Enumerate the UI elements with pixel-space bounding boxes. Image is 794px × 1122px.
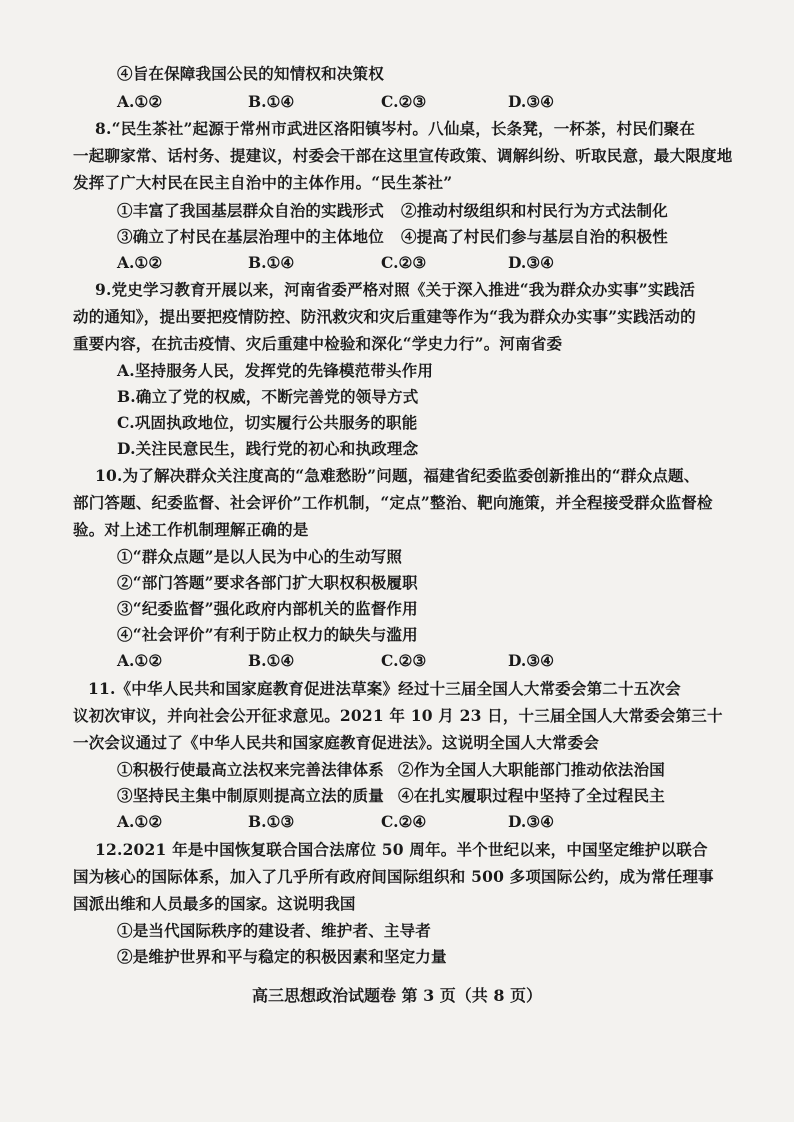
q7-item4: ④旨在保障我国公民的知情权和决策权 (117, 64, 384, 83)
q12-stem-line2: 国为核心的国际体系，加入了几乎所有政府间国际组织和 500 多项国际公约，成为常任理事 (73, 867, 714, 886)
q11-choice-c: C.②④ (381, 812, 427, 831)
page-footer: 高三思想政治试题卷 第 3 页（共 8 页） (251, 986, 543, 1005)
q11-option-1: ①积极行使最高立法权来完善法律体系 (117, 760, 384, 779)
q9-stem-line2: 动的通知》，提出要把疫情防控、防汛救灾和灾后重建等作为“我为群众办实事”实践活动的 (73, 307, 696, 326)
q8-stem-line3: 发挥了广大村民在民主自治中的主体作用。“民生茶社” (73, 173, 453, 192)
q9-option-d: D.关注民意民生，践行党的初心和执政理念 (117, 439, 419, 458)
q11-choice-d: D.③④ (508, 812, 555, 831)
q8-option-4: ④提高了村民们参与基层自治的积极性 (401, 227, 668, 246)
q10-item-4: ④“社会评价”有利于防止权力的缺失与滥用 (117, 625, 418, 644)
q12-item-2: ②是维护世界和平与稳定的积极因素和坚定力量 (117, 947, 447, 966)
q8-option-3: ③确立了村民在基层治理中的主体地位 (117, 227, 384, 246)
q8-option-2: ②推动村级组织和村民行为方式法制化 (401, 201, 668, 220)
q8-choice-b: B.①④ (248, 253, 295, 272)
q8-choice-a: A.①② (117, 253, 163, 272)
q10-stem-line2: 部门答题、纪委监督、社会评价”工作机制，“定点”整治、靶向施策，并全程接受群众监督检 (73, 493, 713, 512)
q11-choice-b: B.①③ (248, 812, 295, 831)
q9-stem-line1: 9.党史学习教育开展以来，河南省委严格对照《关于深入推进“我为群众办实事”实践活 (95, 280, 696, 299)
q11-option-2: ②作为全国人大职能部门推动依法治国 (398, 760, 665, 779)
q12-item-1: ①是当代国际秩序的建设者、维护者、主导者 (117, 921, 432, 940)
q9-option-a: A.坚持服务人民，发挥党的先锋模范带头作用 (117, 361, 434, 380)
q11-stem-line1: 11.《中华人民共和国家庭教育促进法草案》经过十三届全国人大常委会第二十五次会 (88, 679, 681, 698)
q11-choice-a: A.①② (117, 812, 163, 831)
q11-stem-line3: 一次会议通过了《中华人民共和国家庭教育促进法》。这说明全国人大常委会 (73, 733, 600, 752)
q10-choice-b: B.①④ (248, 651, 295, 670)
q10-choice-a: A.①② (117, 651, 163, 670)
q9-option-b: B.确立了党的权威，不断完善党的领导方式 (117, 387, 419, 406)
q11-option-3: ③坚持民主集中制原则提高立法的质量 (117, 786, 384, 805)
q11-stem-line2: 议初次审议，并向社会公开征求意见。2021 年 10 月 23 日，十三届全国人大常委会第三十 (73, 706, 723, 725)
q8-choice-d: D.③④ (508, 253, 555, 272)
q10-item-3: ③“纪委监督”强化政府内部机关的监督作用 (117, 599, 418, 618)
q8-choice-c: C.②③ (381, 253, 427, 272)
q11-option-4: ④在扎实履职过程中坚持了全过程民主 (398, 786, 665, 805)
q7-choice-b: B.①④ (248, 92, 295, 111)
q10-stem-line1: 10.为了解决群众关注度高的“急难愁盼”问题，福建省纪委监委创新推出的“群众点题、 (95, 466, 700, 485)
q10-choice-d: D.③④ (508, 651, 555, 670)
q7-choice-d: D.③④ (508, 92, 555, 111)
q7-choice-a: A.①② (117, 92, 163, 111)
q8-stem-line1: 8.“民生茶社”起源于常州市武进区洛阳镇岑村。八仙桌，长条凳，一杯茶，村民们聚在 (95, 119, 696, 138)
q10-item-2: ②“部门答题”要求各部门扩大职权积极履职 (117, 573, 418, 592)
q10-choice-c: C.②③ (381, 651, 427, 670)
q8-option-1: ①丰富了我国基层群众自治的实践形式 (117, 201, 384, 220)
q12-stem-line3: 国派出维和人员最多的国家。这说明我国 (73, 894, 356, 913)
q10-stem-line3: 验。对上述工作机制理解正确的是 (73, 520, 309, 539)
q7-choice-c: C.②③ (381, 92, 427, 111)
q10-item-1: ①“群众点题”是以人民为中心的生动写照 (117, 547, 403, 566)
q8-stem-line2: 一起聊家常、话村务、提建议，村委会干部在这里宣传政策、调解纠纷、听取民意，最大限度地 (73, 146, 733, 165)
q12-stem-line1: 12.2021 年是中国恢复联合国合法席位 50 周年。半个世纪以来，中国坚定维护以联合 (95, 840, 708, 859)
q9-option-c: C.巩固执政地位，切实履行公共服务的职能 (117, 413, 418, 432)
q9-stem-line3: 重要内容，在抗击疫情、灾后重建中检验和深化“学史力行”。河南省委 (73, 334, 563, 353)
